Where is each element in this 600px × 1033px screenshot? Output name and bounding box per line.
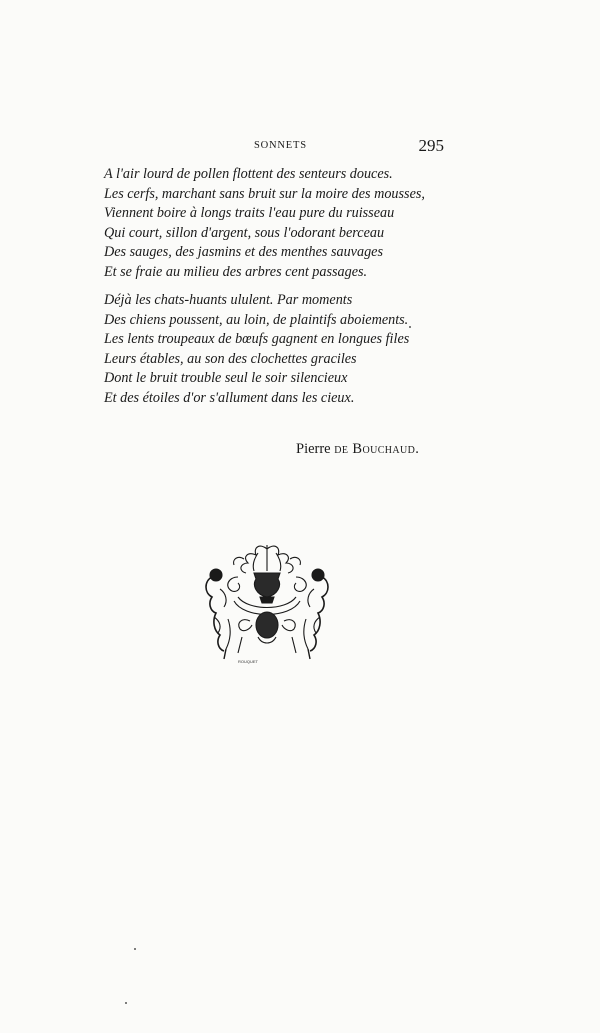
verse-line: Les cerfs, marchant sans bruit sur la moire des mousses, [104,185,425,202]
running-header [104,136,444,160]
author-signature [296,441,419,458]
stanza-1 [104,165,444,282]
verse-line: Dont le bruit trouble seul le soir silencieux [104,370,348,386]
verse-line: Leurs étables, au son des clochettes graciles [104,350,357,367]
running-title: SONNETS [254,140,307,151]
page-number: 295 [418,136,444,155]
engraver-mark: ROUQUET [238,659,258,664]
author-first-name: Pierre [296,441,331,457]
paper-speck [125,1002,127,1004]
verse-line: Déjà les chats-huants ululent. Par moments [104,292,353,308]
paper-speck [134,948,136,950]
verse-line: Viennent boire à longs traits l'eau pure du ruisseau [104,205,395,221]
verse-line: A l'air lourd de pollen flottent des senteurs douces. [104,166,393,182]
tailpiece-vignette-icon [198,541,336,666]
verse-line: Qui court, sillon d'argent, sous l'odorant berceau [104,224,385,241]
verse-line: Et des étoiles d'or s'allument dans les cieux. [104,389,355,406]
stanza-2 [104,291,444,408]
paper-speck [409,326,411,328]
verse-line: Et se fraie au milieu des arbres cent passages. [104,263,368,280]
author-surname: de Bouchaud. [334,441,420,457]
verse-line: Des chiens poussent, au loin, de plaintifs aboiements. [104,311,409,328]
verse-line: Les lents troupeaux de bœufs gagnent en longues files [104,331,410,347]
verse-line: Des sauges, des jasmins et des menthes sauvages [104,244,383,260]
